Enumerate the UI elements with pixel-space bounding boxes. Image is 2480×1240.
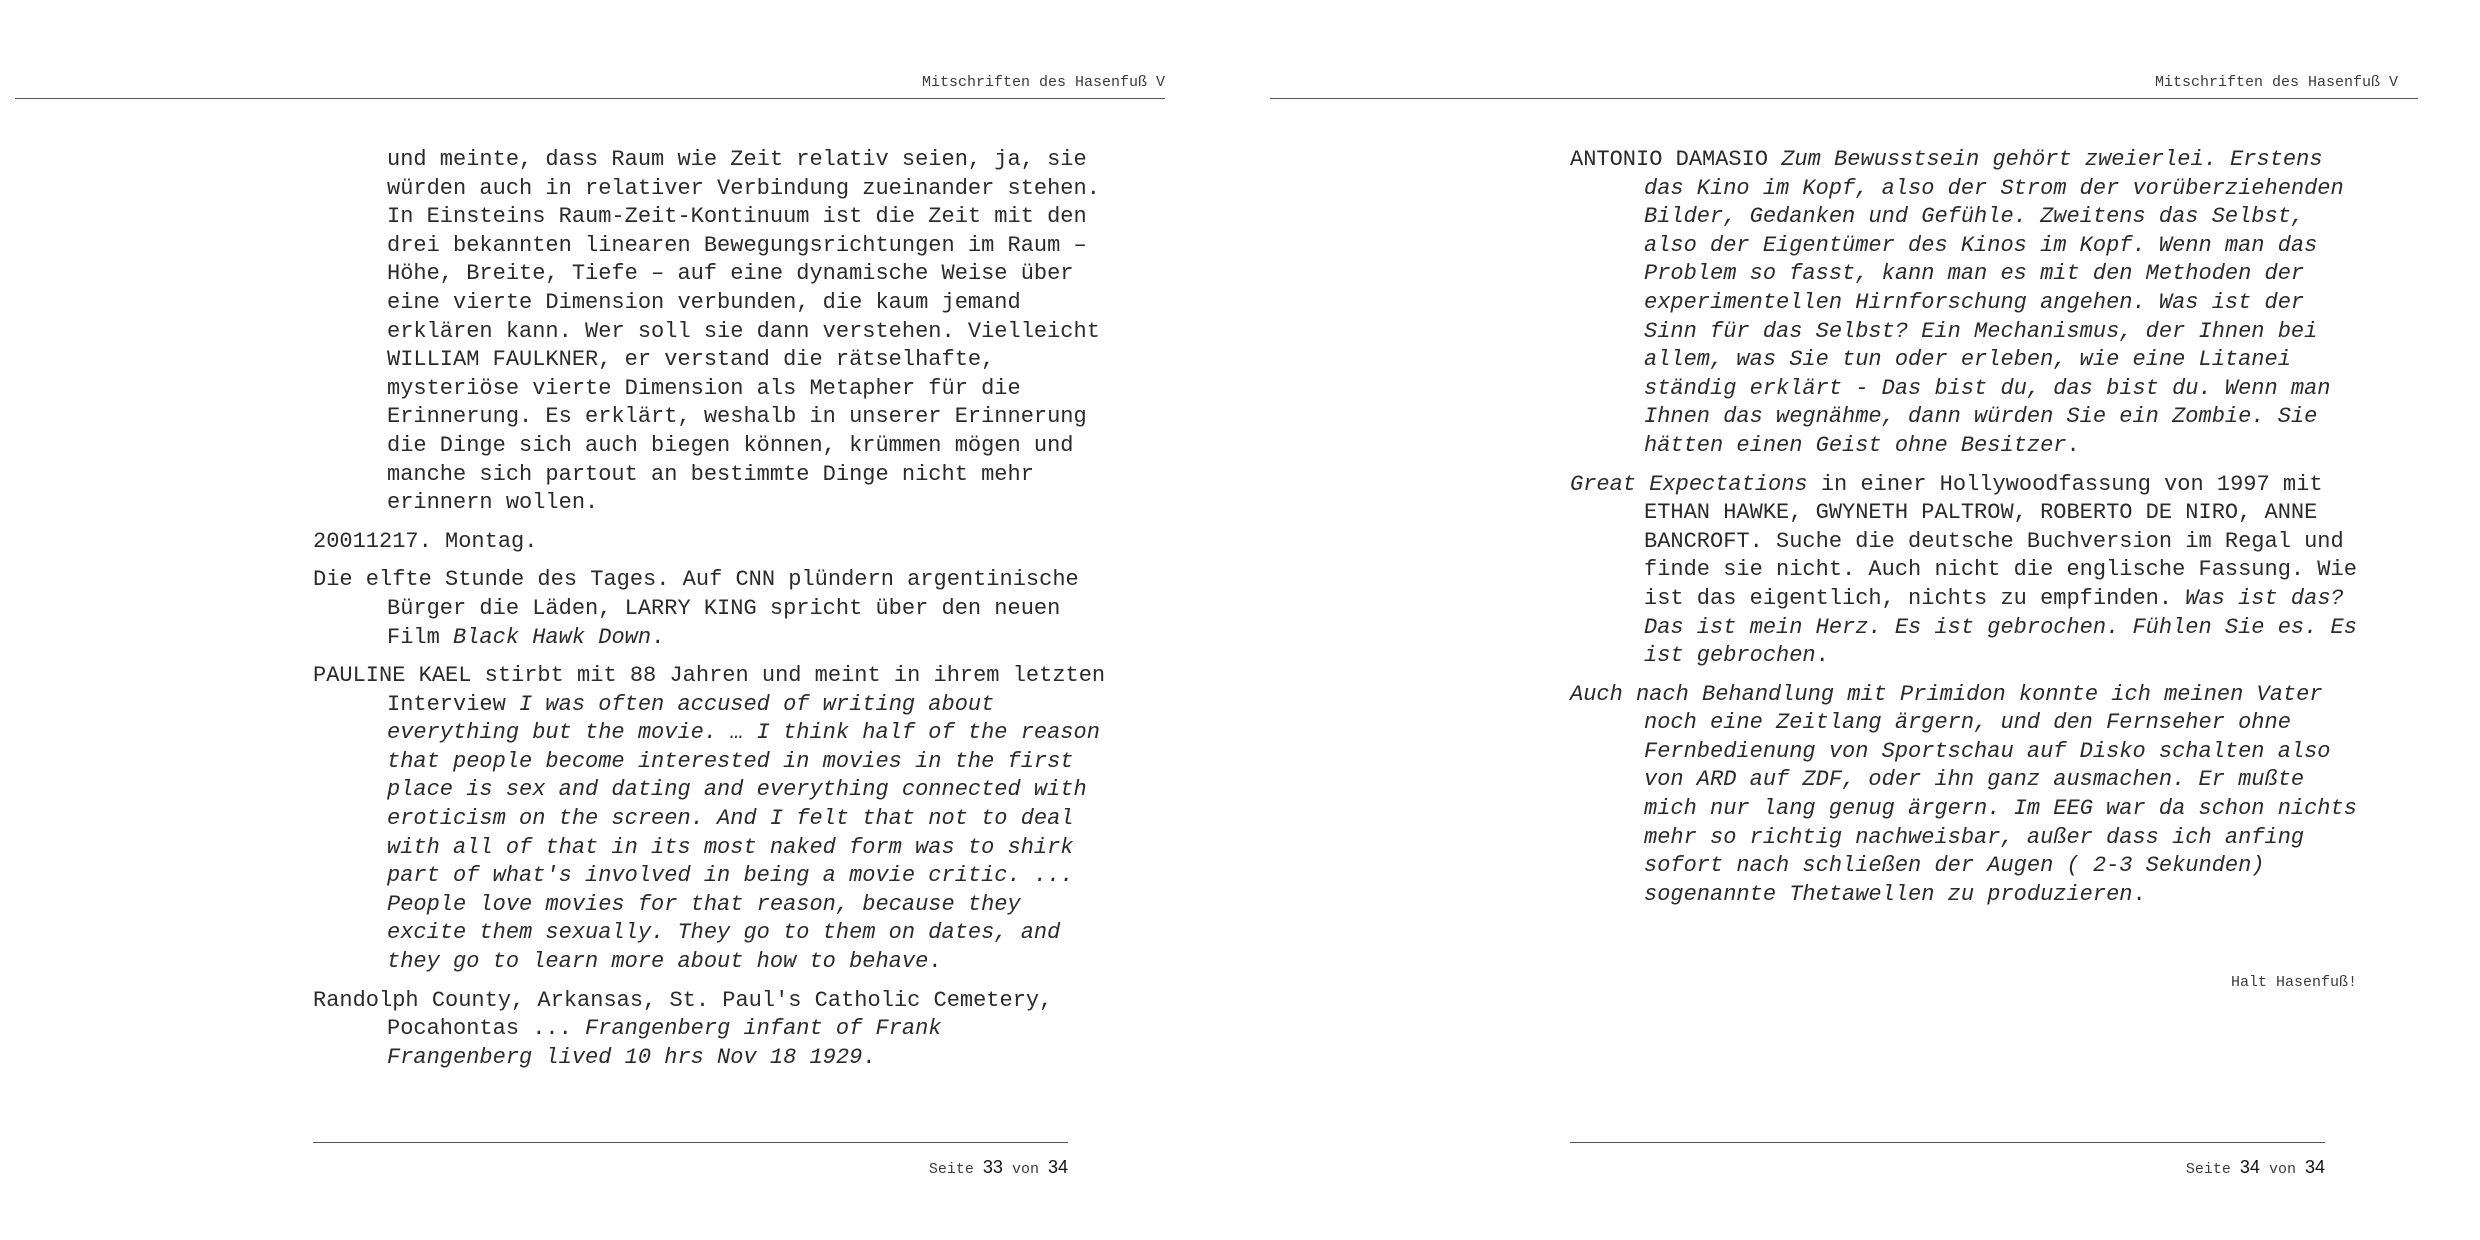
- text-line: WILLIAM FAULKNER, er verstand die rätselhafte,: [387, 347, 995, 373]
- quote-line: das Kino im Kopf, also der Strom der vorüberziehenden: [1644, 175, 2344, 201]
- text-line: Die elfte Stunde des Tages. Auf CNN plündern argentinische: [313, 567, 1079, 593]
- running-head: Mitschriften des Hasenfuß V: [2154, 74, 2398, 91]
- quote-line: Problem so fasst, kann man es mit den Methoden der: [1644, 261, 2305, 287]
- text-line: PAULINE KAEL stirbt mit 88 Jahren und meint in ihrem letzten: [313, 663, 1106, 689]
- text-line: ETHAN HAWKE, GWYNETH PALTROW, ROBERTO DE NIRO, ANNE: [1644, 500, 2318, 526]
- text-line: von ARD auf ZDF, oder ihn ganz ausmachen. Er mußte: [1644, 767, 2305, 793]
- quote-line: Das ist mein Herz. Es ist gebrochen. Fühlen Sie es. Es: [1644, 614, 2357, 640]
- text-line: Randolph County, Arkansas, St. Paul's Catholic Cemetery,: [313, 987, 1053, 1013]
- quote-fragment: Zum Bewusstsein gehört zweierlei. Erstens: [1781, 147, 2323, 172]
- header-rule: [15, 98, 1165, 99]
- date-entry: [313, 528, 1105, 557]
- inscription-fragment: Frangenberg infant of Frank: [585, 1016, 942, 1042]
- text-line: erinnern wollen.: [387, 490, 599, 516]
- quote-line: part of what's involved in being a movie critic. ...: [387, 863, 1074, 889]
- quote-fragment: I was often accused of writing about: [519, 691, 995, 717]
- quote-line: excite them sexually. They go to them on dates, and: [387, 920, 1061, 946]
- punctuation: .: [651, 624, 665, 650]
- text-line: Auch nach Behandlung mit Primidon konnte ich meinen Vater: [1570, 681, 2323, 707]
- header-rule: [1270, 98, 2418, 99]
- paragraph-randolph-county: [313, 987, 1105, 1073]
- footer-of: von: [2268, 1161, 2296, 1178]
- text-line: sofort nach schließen der Augen ( 2-3 Sekunden): [1644, 853, 2265, 879]
- footer-prefix: Seite: [2185, 1161, 2231, 1178]
- page-total: 34: [2304, 1157, 2325, 1177]
- quote-line: everything but the movie. … I think half of the reason: [387, 720, 1100, 746]
- text-line: noch eine Zeitlang ärgern, und den Fernseher ohne: [1644, 710, 2291, 736]
- film-title: Great Expectations: [1570, 471, 1808, 497]
- running-head: Mitschriften des Hasenfuß V: [921, 74, 1165, 91]
- text-line: finde sie nicht. Auch nicht die englische Fassung. Wie: [1644, 557, 2357, 583]
- inscription-fragment: Frangenberg lived 10 hrs Nov 18 1929: [387, 1044, 863, 1070]
- text-line: mich nur lang genug ärgern. Im EEG war da schon nichts: [1644, 796, 2357, 822]
- quote-line: hätten einen Geist ohne Besitzer: [1644, 432, 2067, 458]
- quote-line: place is sex and dating and everything connected with: [387, 777, 1087, 803]
- text-fragment: ANTONIO DAMASIO: [1570, 147, 1782, 172]
- text-fragment: Film: [387, 624, 454, 650]
- text-line: Erinnerung. Es erklärt, weshalb in unserer Erinnerung: [387, 404, 1087, 430]
- page-number: 34: [2239, 1157, 2260, 1177]
- quote-line: ist gebrochen: [1644, 643, 1816, 669]
- quote-line: People love movies for that reason, because they: [387, 891, 1021, 917]
- text-line: manche sich partout an bestimmte Dinge nicht mehr: [387, 461, 1034, 487]
- punctuation: .: [2066, 432, 2080, 458]
- paragraph-great-expectations: [1570, 471, 2357, 671]
- text-line: Höhe, Breite, Tiefe – auf eine dynamische Weise über: [387, 261, 1074, 287]
- text-line: würden auch in relativer Verbindung zueinander stehen.: [387, 175, 1100, 201]
- punctuation: .: [928, 949, 942, 975]
- punctuation: .: [2132, 881, 2146, 907]
- page-34: [1240, 0, 2480, 1240]
- quote-line: experimentellen Hirnforschung angehen. Was ist der: [1644, 289, 2305, 315]
- text-line: mehr so richtig nachweisbar, außer dass ich anfing: [1644, 824, 2305, 850]
- paragraph-pauline-kael: [313, 662, 1105, 977]
- quote-line: allem, was Sie tun oder erleben, wie eine Litanei: [1644, 347, 2291, 373]
- paragraph-damasio: [1570, 146, 2357, 461]
- text-line: und meinte, dass Raum wie Zeit relativ seien, ja, sie: [387, 147, 1087, 172]
- quote-line: Ihnen das wegnähme, dann würden Sie ein Zombie. Sie: [1644, 404, 2318, 430]
- text-fragment: ist das eigentlich, nichts zu empfinden.: [1644, 585, 2186, 611]
- quote-line: that people become interested in movies in the first: [387, 748, 1074, 774]
- paragraph-einstein-faulkner: [313, 146, 1105, 518]
- text-line: In Einsteins Raum-Zeit-Kontinuum ist die Zeit mit den: [387, 204, 1087, 230]
- quote-line: Sinn für das Selbst? Ein Mechanismus, der Ihnen bei: [1644, 318, 2318, 344]
- footer-rule: [1570, 1142, 2325, 1143]
- footer-of: von: [1011, 1161, 1039, 1178]
- text-line: sogenannte Thetawellen zu produzieren: [1644, 881, 2133, 907]
- quote-line: also der Eigentümer des Kinos im Kopf. Wenn man das: [1644, 232, 2318, 258]
- page-number: 33: [982, 1157, 1003, 1177]
- text-line: die Dinge sich auch biegen können, krümmen mögen und: [387, 432, 1074, 458]
- text-line: erklären kann. Wer soll sie dann verstehen. Vielleicht: [387, 318, 1100, 344]
- date-line: 20011217. Montag.: [313, 528, 538, 554]
- quote-fragment: Was ist das?: [2185, 585, 2344, 611]
- quote-line: they go to learn more about how to behave: [387, 949, 929, 975]
- paragraph-primidon: [1570, 681, 2357, 910]
- quote-line: Bilder, Gedanken und Gefühle. Zweitens das Selbst,: [1644, 204, 2305, 230]
- punctuation: .: [1815, 643, 1829, 669]
- quote-line: ständig erklärt - Das bist du, das bist du. Wenn man: [1644, 375, 2331, 401]
- text-line: mysteriöse vierte Dimension als Metapher für die: [387, 375, 1021, 401]
- text-line: drei bekannten linearen Bewegungsrichtungen im Raum –: [387, 232, 1087, 258]
- text-line: eine vierte Dimension verbunden, die kaum jemand: [387, 289, 1021, 315]
- film-title: Black Hawk Down: [453, 624, 652, 650]
- page-body: [313, 146, 1105, 1082]
- quote-line: eroticism on the screen. And I felt that not to deal: [387, 806, 1074, 832]
- text-fragment: Pocahontas ...: [387, 1016, 586, 1042]
- signature: Halt Hasenfuß!: [2230, 974, 2357, 991]
- page-total: 34: [1047, 1157, 1068, 1177]
- paragraph-cnn: [313, 566, 1105, 652]
- page-footer: [2186, 1157, 2325, 1178]
- text-line: Fernbedienung von Sportschau auf Disko schalten also: [1644, 738, 2331, 764]
- page-footer: [929, 1157, 1068, 1178]
- text-line: Bürger die Läden, LARRY KING spricht über den neuen: [387, 595, 1061, 621]
- quote-line: with all of that in its most naked form was to shirk: [387, 834, 1074, 860]
- text-line: BANCROFT. Suche die deutsche Buchversion im Regal und: [1644, 528, 2344, 554]
- text-fragment: Interview: [387, 691, 520, 717]
- text-fragment: in einer Hollywoodfassung von 1997 mit: [1807, 471, 2323, 497]
- footer-rule: [313, 1142, 1068, 1143]
- page-body: [1570, 146, 2357, 919]
- punctuation: .: [862, 1044, 876, 1070]
- footer-prefix: Seite: [928, 1161, 974, 1178]
